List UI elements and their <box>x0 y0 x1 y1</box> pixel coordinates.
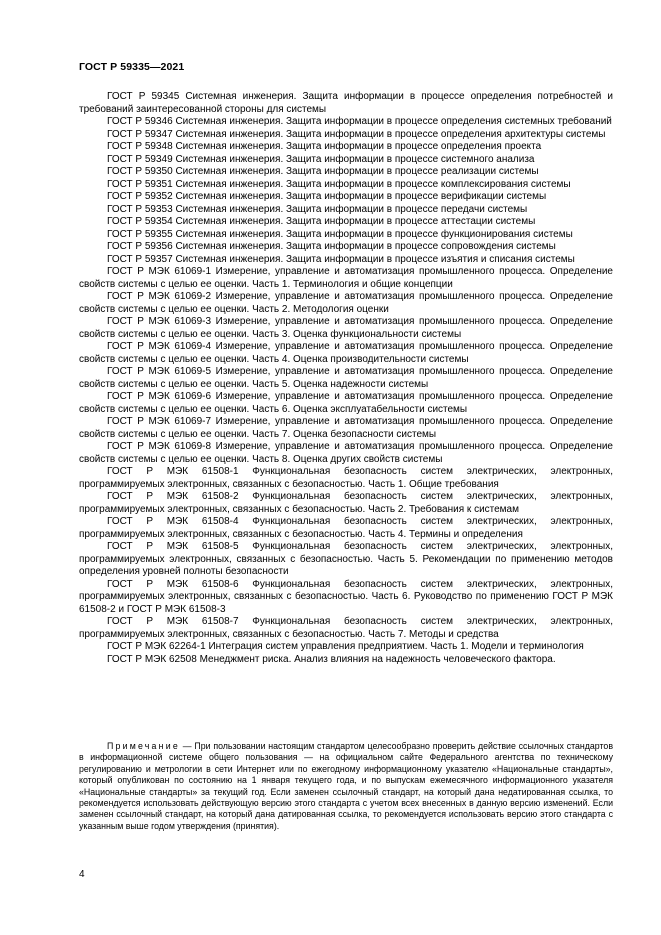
reference-item: ГОСТ Р МЭК 61508-5 Функциональная безопасность систем электрических, электронных, программируемых электронных, связанных с безопасностью. Часть 5. Рекомендации по применению методов определения уровней полноты безопасности <box>79 541 613 577</box>
reference-item: ГОСТ Р 59351 Системная инженерия. Защита информации в процессе комплексирования системы <box>107 178 571 190</box>
reference-item: ГОСТ Р МЭК 61069-3 Измерение, управление и автоматизация промышленного процесса. Определение свойств системы с целью ее оценки. Часть 3. Оценка функциональности системы <box>79 316 613 340</box>
page-number: 4 <box>79 869 85 880</box>
note-paragraph <box>79 741 613 832</box>
reference-item: ГОСТ Р МЭК 61508-4 Функциональная безопасность систем электрических, электронных, программируемых электронных, связанных с безопасностью. Часть 4. Термины и определения <box>79 516 613 540</box>
reference-item: ГОСТ Р 59345 Системная инженерия. Защита информации в процессе определения потребностей и требований заинтересованной стороны для системы <box>79 91 613 115</box>
reference-item: ГОСТ Р 59357 Системная инженерия. Защита информации в процессе изъятия и списания системы <box>107 253 575 265</box>
reference-item: ГОСТ Р МЭК 61508-1 Функциональная безопасность систем электрических, электронных, программируемых электронных, связанных с безопасностью. Часть 1. Общие требования <box>79 466 613 490</box>
reference-item: ГОСТ Р 59354 Системная инженерия. Защита информации в процессе аттестации системы <box>107 216 536 227</box>
reference-item: ГОСТ Р МЭК 61508-6 Функциональная безопасность систем электрических, электронных, программируемых электронных, связанных с безопасностью. Часть 6. Руководство по применению ГОСТ Р МЭК 61508-2 и ГОСТ Р МЭК 61508-3 <box>79 578 613 615</box>
reference-item: ГОСТ Р 59346 Системная инженерия. Защита информации в процессе определения системных требований <box>107 116 612 127</box>
normative-references-list <box>79 91 613 666</box>
reference-item: ГОСТ Р 59356 Системная инженерия. Защита информации в процессе сопровождения системы <box>107 241 556 252</box>
reference-item: ГОСТ Р 59352 Системная инженерия. Защита информации в процессе верификации системы <box>107 191 547 202</box>
reference-item: ГОСТ Р МЭК 62264-1 Интеграция систем управления предприятием. Часть 1. Модели и терминология <box>107 641 584 652</box>
reference-item: ГОСТ Р МЭК 62508 Менеджмент риска. Анализ влияния на надежность человеческого фактора. <box>107 653 556 665</box>
reference-item: ГОСТ Р 59348 Системная инженерия. Защита информации в процессе определения проекта <box>107 141 542 152</box>
reference-item: ГОСТ Р МЭК 61069-2 Измерение, управление и автоматизация промышленного процесса. Определение свойств системы с целью ее оценки. Часть 2. Методология оценки <box>79 291 613 315</box>
reference-item: ГОСТ Р 59349 Системная инженерия. Защита информации в процессе системного анализа <box>107 153 535 165</box>
note-label: Примечание <box>107 741 180 751</box>
reference-item: ГОСТ Р МЭК 61069-5 Измерение, управление и автоматизация промышленного процесса. Определение свойств системы с целью ее оценки. Часть 5. Оценка надежности системы <box>79 366 613 390</box>
note-text: — При пользовании настоящим стандартом целесообразно проверить действие ссылочных стандартов в информационной системе общего пользования — на официальном сайте Федерального агентства по техническому регулированию и метрологии в сети Интернет или по ежегодному информационному указателю «Национальные стандарты», который опубликован по состоянию на 1 января текущего года, и по выпускам ежемесячного информационного указателя «Национальные стандарты» за текущий год. Если заменен ссылочный стандарт, на который дана недатированная ссылка, то рекомендуется использовать действующую версию этого стандарта с учетом всех внесенных в данную версию изменений. Если заменен ссылочный стандарт, на который дана датированная ссылка, то рекомендуется использовать версию этого стандарта с указанным выше годом утверждения (принятия). <box>79 741 613 831</box>
document-header-code: ГОСТ Р 59335—2021 <box>79 61 185 73</box>
reference-item: ГОСТ Р 59350 Системная инженерия. Защита информации в процессе реализации системы <box>107 166 539 177</box>
reference-item: ГОСТ Р МЭК 61069-7 Измерение, управление и автоматизация промышленного процесса. Определение свойств системы с целью ее оценки. Часть 7. Оценка безопасности системы <box>79 416 613 440</box>
reference-item: ГОСТ Р МЭК 61069-4 Измерение, управление и автоматизация промышленного процесса. Определение свойств системы с целью ее оценки. Часть 4. Оценка производительности системы <box>79 341 613 365</box>
reference-item: ГОСТ Р МЭК 61069-6 Измерение, управление и автоматизация промышленного процесса. Определение свойств системы с целью ее оценки. Часть 6. Оценка эксплуатабельности системы <box>79 391 613 415</box>
reference-item: ГОСТ Р МЭК 61069-1 Измерение, управление и автоматизация промышленного процесса. Определение свойств системы с целью ее оценки. Часть 1. Терминология и общие концепции <box>79 266 613 290</box>
reference-item: ГОСТ Р 59355 Системная инженерия. Защита информации в процессе функционирования системы <box>107 228 573 240</box>
note-block <box>79 741 613 832</box>
reference-item: ГОСТ Р МЭК 61069-8 Измерение, управление и автоматизация промышленного процесса. Определение свойств системы с целью ее оценки. Часть 8. Оценка других свойств системы <box>79 441 613 465</box>
reference-item: ГОСТ Р 59353 Системная инженерия. Защита информации в процессе передачи системы <box>107 203 528 215</box>
reference-item: ГОСТ Р МЭК 61508-7 Функциональная безопасность систем электрических, электронных, программируемых электронных, связанных с безопасностью. Часть 7. Методы и средства <box>79 616 613 640</box>
reference-item: ГОСТ Р 59347 Системная инженерия. Защита информации в процессе определения архитектуры системы <box>107 128 606 140</box>
reference-item: ГОСТ Р МЭК 61508-2 Функциональная безопасность систем электрических, электронных, программируемых электронных, связанных с безопасностью. Часть 2. Требования к системам <box>79 491 613 515</box>
